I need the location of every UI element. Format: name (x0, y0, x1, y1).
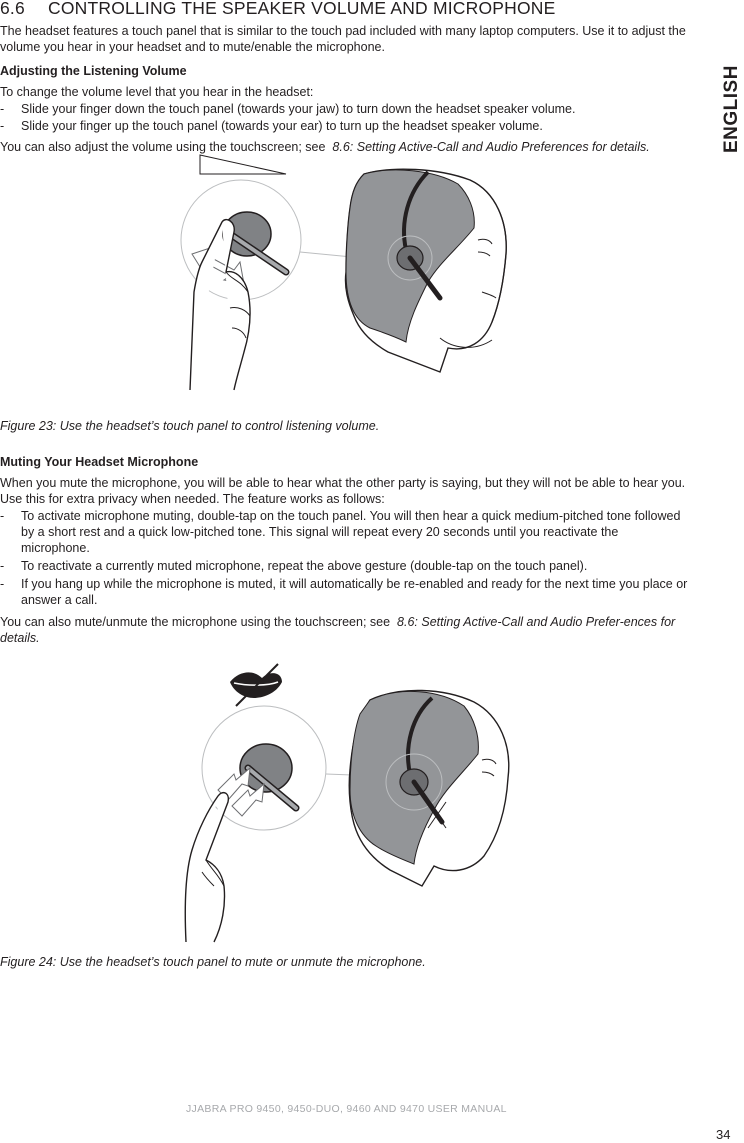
cross-reference-link[interactable]: 8.6: Setting Active-Call and Audio Preferences for details. (332, 140, 650, 154)
section-number: 6.6 (0, 0, 25, 18)
list-item: - If you hang up while the microphone is muted, it will automatically be re-enabled and ready for the next time you place or answer a call. (0, 576, 690, 608)
language-label: ENGLISH (721, 65, 742, 153)
list-item-text: To activate microphone muting, double-tap on the touch panel. You will then hear a quick medium-pitched tone followed by a short rest and a quick low-pitched tone. This signal will repeat every 20 seconds until you reactivate the microphone. (21, 509, 681, 555)
muting-touchscreen-note: You can also mute/unmute the microphone using the touchscreen; see 8.6: Setting Active-Call and Audio Prefer-ences for details. (0, 615, 676, 645)
list-item: - Slide your finger down the touch panel (towards your jaw) to turn down the headset speaker volume. (0, 101, 690, 117)
muting-heading: Muting Your Headset Microphone (0, 455, 199, 469)
footer: JJABRA PRO 9450, 9450-DUO, 9460 AND 9470 USER MANUAL (186, 1103, 507, 1115)
cross-reference-link[interactable]: 8.6: Setting Active-Call and Audio Prefer-ences for details. (0, 615, 676, 645)
list-item-text: Slide your finger down the touch panel (towards your jaw) to turn down the headset speaker volume. (21, 102, 576, 116)
hand-icon (185, 793, 228, 942)
section-title: CONTROLLING THE SPEAKER VOLUME AND MICROPHONE (48, 0, 556, 18)
volume-wedge-icon (200, 155, 286, 174)
list-item-text: Slide your finger up the touch panel (towards your ear) to turn up the headset speaker volume. (21, 119, 543, 133)
muting-lead: When you mute the microphone, you will be able to hear what the other party is saying, but they will not be able to hear you. Use this for extra privacy when needed. The feature works as follows: (0, 476, 686, 506)
list-item: - To activate microphone muting, double-tap on the touch panel. You will then hear a quick medium-pitched tone followed by a short rest and a quick low-pitched tone. This signal will repeat every 20 seconds until you reactivate the microphone. (0, 508, 690, 556)
figure-caption: Figure 23: Use the headset’s touch panel to control listening volume. (0, 419, 380, 433)
figure-caption: Figure 24: Use the headset’s touch panel to mute or unmute the microphone. (0, 955, 426, 969)
list-item: - Slide your finger up the touch panel (towards your ear) to turn up the headset speaker volume. (0, 118, 690, 134)
list-item-text: To reactivate a currently muted microphone, repeat the above gesture (double-tap on the touch panel). (21, 559, 588, 573)
list-item: - To reactivate a currently muted microphone, repeat the above gesture (double-tap on the touch panel). (0, 558, 690, 574)
page-number: 34 (716, 1127, 731, 1142)
list-item-text: If you hang up while the microphone is muted, it will automatically be re-enabled and ready for the next time you place or answer a call. (21, 577, 688, 607)
listening-lead: To change the volume level that you hear in the headset: (0, 85, 314, 99)
intro-paragraph: The headset features a touch panel that is similar to the touch pad included with many laptop computers. Use it to adjust the volume you hear in your headset and to mute/enable the microphone. (0, 24, 686, 54)
muted-lips-icon (230, 664, 282, 706)
listening-touchscreen-note: You can also adjust the volume using the touchscreen; see 8.6: Setting Active-Call and Audio Preferences for details. (0, 140, 650, 154)
figure-24-illustration (178, 660, 518, 945)
figure-23-illustration (178, 152, 518, 392)
section-heading (0, 0, 700, 19)
listening-heading: Adjusting the Listening Volume (0, 64, 187, 78)
